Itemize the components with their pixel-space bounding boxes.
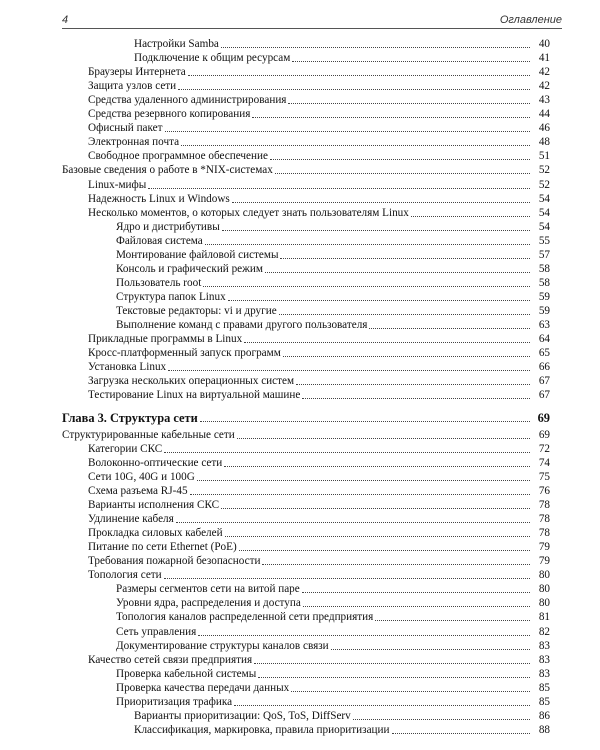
entry-page-number: 41	[538, 52, 550, 65]
dot-leader	[331, 649, 530, 650]
entry-page-number: 80	[538, 597, 550, 610]
entry-page-number: 74	[538, 456, 550, 469]
dot-leader	[283, 356, 530, 357]
dot-leader	[234, 705, 530, 706]
toc-entry[interactable]	[88, 134, 550, 149]
dot-leader	[265, 272, 530, 273]
dot-leader	[176, 522, 530, 523]
page-number: 4	[62, 14, 69, 26]
dot-leader	[178, 89, 530, 90]
entry-page-number: 40	[538, 38, 550, 50]
entry-page-number: 48	[538, 136, 550, 149]
entry-title: Установка Linux	[88, 361, 167, 374]
toc-entry[interactable]	[134, 722, 550, 737]
entry-page-number: 83	[538, 667, 550, 680]
toc-entry[interactable]	[116, 680, 550, 695]
toc-entry[interactable]	[88, 469, 550, 484]
dot-leader	[392, 733, 530, 734]
entry-page-number: 58	[538, 276, 550, 289]
dot-leader	[221, 47, 530, 48]
dot-leader	[411, 216, 530, 217]
toc-entry[interactable]	[116, 289, 550, 304]
entry-page-number: 79	[538, 555, 550, 568]
entry-page-number: 82	[538, 625, 550, 638]
dot-leader	[164, 578, 530, 579]
toc-entry[interactable]	[88, 331, 550, 346]
entry-title: Топология каналов распределенной сети предприятия	[116, 611, 374, 624]
entry-title: Прокладка силовых кабелей	[88, 527, 223, 540]
toc-entry[interactable]	[88, 455, 550, 470]
dot-leader	[279, 314, 530, 315]
entry-page-number: 80	[538, 583, 550, 596]
entry-page-number: 76	[538, 485, 550, 497]
toc-entry[interactable]	[88, 441, 550, 456]
toc-entry[interactable]	[116, 303, 550, 318]
entry-page-number: 64	[538, 333, 550, 346]
dot-leader	[228, 300, 530, 301]
entry-title: Ядро и дистрибутивы	[116, 220, 220, 233]
entry-title: Пользователь root	[116, 276, 202, 289]
entry-page-number: 83	[538, 639, 550, 652]
entry-title: Консоль и графический режим	[116, 262, 263, 275]
toc-entry[interactable]	[116, 275, 550, 290]
dot-leader	[296, 384, 530, 385]
entry-page-number: 69	[538, 428, 550, 441]
entry-title: Тестирование Linux на виртуальной машине	[88, 389, 301, 402]
entry-title: Электронная почта	[88, 136, 180, 149]
entry-title: Прикладные программы в Linux	[88, 333, 243, 346]
entry-title: Варианты исполнения СКС	[88, 499, 220, 512]
entry-title: Размеры сегментов сети на витой паре	[116, 583, 300, 596]
entry-page-number: 42	[538, 66, 550, 79]
entry-page-number: 55	[538, 234, 550, 247]
dot-leader	[198, 635, 530, 636]
dot-leader	[188, 75, 530, 76]
toc-entry[interactable]	[88, 345, 550, 360]
entry-title: Питание по сети Ethernet (PoE)	[88, 541, 237, 554]
entry-title: Настройки Samba	[134, 38, 219, 50]
entry-title: Глава 3. Структура сети	[62, 411, 198, 426]
toc-entry[interactable]	[116, 694, 550, 709]
dot-leader	[224, 466, 530, 467]
entry-title: Базовые сведения о работе в *NIX-системах	[62, 164, 273, 177]
dot-leader	[292, 61, 530, 62]
toc-entry[interactable]	[116, 247, 550, 262]
dot-leader	[252, 117, 530, 118]
toc-entry[interactable]	[88, 511, 550, 526]
dot-leader	[237, 438, 530, 439]
entry-title: Топология сети	[88, 569, 162, 582]
entry-title: Средства резервного копирования	[88, 108, 251, 121]
toc-entry[interactable]	[88, 567, 550, 582]
entry-title: Уровни ядра, распределения и доступа	[116, 597, 301, 610]
entry-page-number: 78	[538, 499, 550, 512]
running-title: Оглавление	[499, 14, 562, 26]
entry-page-number: 86	[538, 709, 550, 722]
entry-page-number: 59	[538, 290, 550, 303]
entry-page-number: 44	[538, 108, 550, 121]
entry-title: Кросс-платформенный запуск программ	[88, 347, 281, 360]
toc-entry[interactable]	[88, 191, 550, 206]
dot-leader	[164, 452, 530, 453]
toc-entry[interactable]	[116, 261, 550, 276]
entry-page-number: 51	[538, 150, 550, 163]
entry-page-number: 54	[538, 192, 550, 205]
dot-leader	[222, 230, 530, 231]
entry-title: Монтирование файловой системы	[116, 248, 279, 261]
entry-page-number: 69	[537, 411, 550, 426]
toc-entry[interactable]	[88, 177, 550, 192]
toc-entry[interactable]	[88, 652, 550, 667]
entry-title: Качество сетей связи предприятия	[88, 653, 253, 666]
dot-leader	[270, 159, 530, 160]
entry-page-number: 59	[538, 304, 550, 317]
toc-entry[interactable]	[88, 106, 550, 121]
toc-entry[interactable]	[88, 525, 550, 540]
dot-leader	[254, 663, 530, 664]
toc-entry[interactable]	[134, 50, 550, 65]
entry-title: Категории СКС	[88, 442, 163, 455]
toc-entry[interactable]	[88, 483, 550, 498]
toc-entry[interactable]	[88, 539, 550, 554]
toc-entry[interactable]	[62, 162, 550, 177]
dot-leader	[375, 620, 530, 621]
entry-page-number: 78	[538, 527, 550, 540]
entry-title: Удлинение кабеля	[88, 513, 174, 526]
entry-title: Приоритизация трафика	[116, 695, 233, 708]
entry-page-number: 88	[538, 723, 550, 736]
entry-page-number: 63	[538, 319, 550, 331]
toc-entry[interactable]	[116, 638, 550, 653]
toc-entry[interactable]	[62, 427, 550, 442]
entry-title: Браузеры Интернета	[88, 66, 186, 79]
toc-entry[interactable]	[88, 359, 550, 374]
entry-title: Файловая система	[116, 234, 203, 247]
entry-title: Офисный пакет	[88, 122, 163, 135]
toc-entry[interactable]	[134, 36, 550, 51]
dot-leader	[225, 536, 530, 537]
entry-title: Проверка кабельной системы	[116, 667, 257, 680]
dot-leader	[221, 508, 530, 509]
dot-leader	[303, 606, 530, 607]
entry-page-number: 80	[538, 569, 550, 582]
entry-page-number: 85	[538, 681, 550, 694]
entry-page-number: 72	[538, 442, 550, 455]
entry-title: Несколько моментов, о которых следует знать пользователям Linux	[88, 206, 409, 219]
dot-leader	[203, 286, 530, 287]
dot-leader	[275, 173, 530, 174]
dot-leader	[353, 719, 530, 720]
toc-entry[interactable]	[116, 233, 550, 248]
dot-leader	[200, 421, 530, 422]
dot-leader	[302, 592, 530, 593]
entry-page-number: 78	[538, 513, 550, 526]
toc-entry[interactable]	[88, 205, 550, 220]
entry-title: Текстовые редакторы: vi и другие	[116, 304, 277, 317]
dot-leader	[244, 342, 530, 343]
entry-page-number: 81	[538, 611, 550, 624]
entry-page-number: 85	[538, 695, 550, 708]
chapter-entry[interactable]	[62, 410, 550, 425]
toc-entry[interactable]	[116, 581, 550, 596]
page-header	[62, 8, 562, 29]
entry-page-number: 42	[538, 80, 550, 93]
entry-title: Документирование структуры каналов связи	[116, 639, 329, 652]
toc-entry[interactable]	[116, 609, 550, 624]
toc-entry[interactable]	[88, 92, 550, 107]
toc-entry[interactable]	[88, 387, 550, 402]
entry-page-number: 58	[538, 262, 550, 275]
toc-entry[interactable]	[116, 624, 550, 639]
toc-entry[interactable]	[88, 78, 550, 93]
entry-page-number: 79	[538, 541, 550, 554]
dot-leader	[291, 691, 530, 692]
dot-leader	[197, 480, 530, 481]
entry-page-number: 83	[538, 653, 550, 666]
entry-page-number: 52	[538, 178, 550, 191]
entry-title: Загрузка нескольких операционных систем	[88, 375, 295, 388]
entry-title: Linux-мифы	[88, 178, 147, 191]
entry-title: Защита узлов сети	[88, 80, 177, 93]
dot-leader	[280, 258, 530, 259]
dot-leader	[288, 103, 530, 104]
entry-title: Схема разъема RJ-45	[88, 485, 188, 497]
entry-title: Подключение к общим ресурсам	[134, 52, 291, 65]
entry-title: Средства удаленного администрирования	[88, 94, 287, 107]
entry-page-number: 65	[538, 347, 550, 360]
dot-leader	[262, 564, 530, 565]
dot-leader	[258, 677, 530, 678]
entry-page-number: 67	[538, 389, 550, 402]
entry-title: Проверка качества передачи данных	[116, 681, 290, 694]
entry-page-number: 75	[538, 470, 550, 483]
entry-page-number: 67	[538, 375, 550, 388]
entry-title: Структура папок Linux	[116, 290, 226, 303]
entry-title: Классификация, маркировка, правила приоритизации	[134, 723, 390, 736]
toc-entry[interactable]	[116, 595, 550, 610]
toc-entry[interactable]	[116, 219, 550, 234]
dot-leader	[232, 202, 530, 203]
entry-title: Структурированные кабельные сети	[62, 428, 235, 441]
entry-page-number: 57	[538, 248, 550, 261]
dot-leader	[302, 398, 530, 399]
entry-page-number: 46	[538, 122, 550, 135]
dot-leader	[190, 494, 530, 495]
toc-entry[interactable]	[88, 148, 550, 163]
entry-page-number: 54	[538, 220, 550, 233]
toc-entry[interactable]	[134, 708, 550, 723]
entry-title: Надежность Linux и Windows	[88, 192, 230, 205]
dot-leader	[165, 131, 530, 132]
entry-title: Свободное программное обеспечение	[88, 150, 268, 163]
entry-page-number: 43	[538, 94, 550, 107]
dot-leader	[181, 145, 530, 146]
dot-leader	[205, 244, 530, 245]
dot-leader	[148, 188, 530, 189]
entry-page-number: 52	[538, 164, 550, 177]
entry-title: Требования пожарной безопасности	[88, 555, 261, 568]
toc-entry[interactable]	[88, 373, 550, 388]
entry-title: Выполнение команд с правами другого пользователя	[116, 319, 368, 331]
toc-entry[interactable]	[88, 64, 550, 79]
dot-leader	[369, 328, 530, 329]
entry-title: Сети 10G, 40G и 100G	[88, 470, 195, 483]
entry-title: Сеть управления	[116, 625, 197, 638]
entry-page-number: 66	[538, 361, 550, 374]
toc-entry[interactable]	[88, 120, 550, 135]
entry-page-number: 54	[538, 206, 550, 219]
entry-title: Варианты приоритизации: QoS, ToS, DiffServ	[134, 709, 351, 722]
dot-leader	[239, 550, 530, 551]
dot-leader	[168, 370, 530, 371]
toc-entry[interactable]	[88, 553, 550, 568]
entry-title: Волоконно-оптические сети	[88, 456, 223, 469]
toc-entry[interactable]	[88, 497, 550, 512]
toc-entry[interactable]	[116, 317, 550, 332]
toc-entry[interactable]	[116, 666, 550, 681]
